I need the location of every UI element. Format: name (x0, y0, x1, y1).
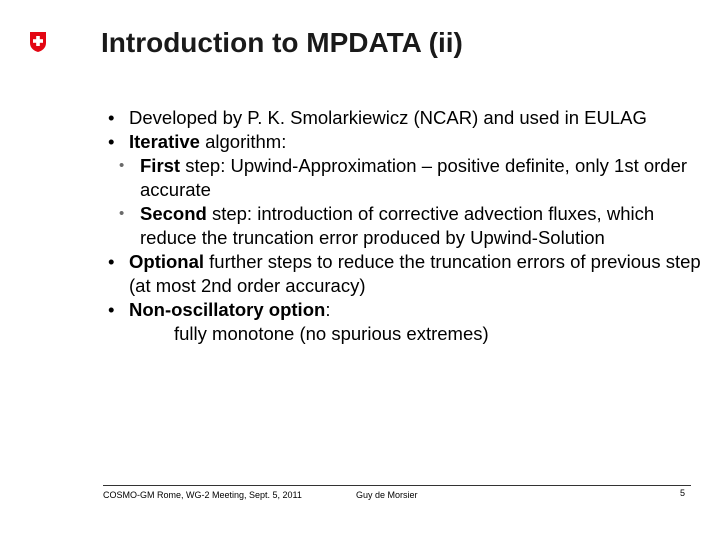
footer-event: COSMO-GM Rome, WG-2 Meeting, Sept. 5, 2011 (103, 490, 302, 500)
sub-bullet-first-step (87, 154, 708, 202)
sub-bullet-text: step: introduction of corrective advection fluxes, which reduce the truncation error produced by Upwind-Solution (140, 203, 655, 248)
bullet-text: : (325, 299, 331, 320)
sub-bullet-text: step: Upwind-Approximation – positive definite, only 1st order accurate (140, 155, 688, 200)
page-number: 5 (680, 488, 686, 498)
footer-divider (103, 485, 691, 486)
bullet-list (108, 106, 708, 346)
bullet-dot: • (108, 131, 115, 152)
bullet-dot: • (108, 251, 115, 272)
bullet-text: algorithm: (199, 131, 287, 152)
slide-title: Introduction to MPDATA (ii) (101, 27, 463, 58)
sub-bullet-dot: • (119, 157, 125, 174)
sub-bullet-strong: Second (140, 203, 207, 224)
bullet-dot: • (108, 107, 115, 128)
bullet-non-oscillatory (108, 298, 708, 346)
bullet-strong: Non-oscillatory option (129, 299, 326, 320)
bullet-text: further steps to reduce the truncation errors of previous step (at most 2nd order accuracy) (129, 251, 701, 296)
bullet-text: Developed by P. K. Smolarkiewicz (NCAR) and used in EULAG (129, 107, 647, 128)
sub-bullet-strong: First (140, 155, 181, 176)
swiss-cross-logo-icon (27, 31, 49, 53)
bullet-optional (108, 250, 708, 298)
bullet-continuation: fully monotone (no spurious extremes) (174, 323, 489, 344)
sub-bullet-second-step (87, 202, 708, 250)
sub-bullet-dot: • (119, 205, 125, 222)
bullet-developed-by (108, 106, 708, 130)
bullet-strong: Optional (129, 251, 205, 272)
footer-author: Guy de Morsier (356, 490, 418, 500)
bullet-iterative (108, 130, 708, 154)
bullet-dot: • (108, 299, 115, 320)
bullet-strong: Iterative (129, 131, 200, 152)
